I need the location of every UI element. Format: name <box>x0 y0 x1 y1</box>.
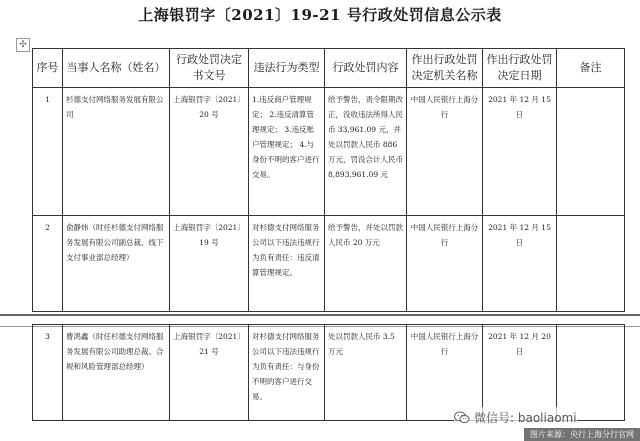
wechat-watermark <box>454 407 577 427</box>
decision-date: 2021 年 12 月 15 日 <box>483 216 557 312</box>
table-row <box>33 216 625 312</box>
remarks <box>557 88 625 216</box>
party-name: 杉德支付网络服务发展有限公司 <box>63 88 170 216</box>
header-cell: 当事人名称（姓名） <box>63 49 170 88</box>
violation-type: 1.违反商户管理规定； 2.违反清算管理规定； 3.违反账户管理规定； 4.与身份不明的客户进行交易。 <box>249 88 325 216</box>
authority-name: 中国人民银行上海分行 <box>407 216 483 312</box>
decision-doc-number: 上海银罚字〔2021〕21 号 <box>170 325 249 421</box>
penalty-content: 给予警告，责令限期改正，没收违法所得人民币 33,961.09 元，并处以罚款人民币 886 万元，罚没合计人民币 8,893,961.09 元 <box>325 88 407 216</box>
penalty-content: 给予警告，并处以罚款人民币 20 万元 <box>325 216 407 312</box>
row-number: 1 <box>33 88 63 216</box>
violation-type: 对杉德支付网络服务公司以下违法违规行为负有责任：违反清算管理规定。 <box>249 216 325 312</box>
row-number: 3 <box>33 325 63 421</box>
image-source-credit: 图片来源：央行上海分行官网 <box>524 428 640 441</box>
remarks <box>557 216 625 312</box>
authority-name: 中国人民银行上海分行 <box>407 88 483 216</box>
penalty-content: 处以罚款人民币 3.5 万元 <box>325 325 407 421</box>
header-cell: 序号 <box>33 49 63 88</box>
decision-date: 2021 年 12 月 20 日 <box>483 325 557 421</box>
header-cell: 备注 <box>557 49 625 88</box>
table-header-row <box>33 49 625 88</box>
party-name: 俞静炜（时任杉德支付网络服务发展有限公司副总裁、线下支付事业部总经理） <box>63 216 170 312</box>
decision-doc-number: 上海银罚字〔2021〕19 号 <box>170 216 249 312</box>
table-move-handle-icon[interactable]: ✣ <box>16 38 30 52</box>
table-row <box>33 88 625 216</box>
watermark-text: 微信号: baoliaomi <box>474 410 577 425</box>
authority-name: 中国人民银行上海分行 <box>407 325 483 421</box>
header-cell: 行政处罚决定书文号 <box>170 49 249 88</box>
row-number: 2 <box>33 216 63 312</box>
penalty-table <box>32 48 625 312</box>
wechat-icon <box>454 411 470 424</box>
party-name: 曹鸿鑫（时任杉德支付网络服务发展有限公司助理总裁、合规和风险管理部总经理） <box>63 325 170 421</box>
header-cell: 行政处罚内容 <box>325 49 407 88</box>
header-cell: 违法行为类型 <box>249 49 325 88</box>
page-title: 上海银罚字〔2021〕19-21 号行政处罚信息公示表 <box>138 6 502 24</box>
header-cell: 作出行政处罚决定日期 <box>483 49 557 88</box>
header-cell: 作出行政处罚决定机关名称 <box>407 49 483 88</box>
violation-type: 对杉德支付网络服务公司以下违法违规行为负有责任：与身份不明的客户进行交易。 <box>249 325 325 421</box>
decision-date: 2021 年 12 月 15 日 <box>483 88 557 216</box>
decision-doc-number: 上海银罚字〔2021〕20 号 <box>170 88 249 216</box>
